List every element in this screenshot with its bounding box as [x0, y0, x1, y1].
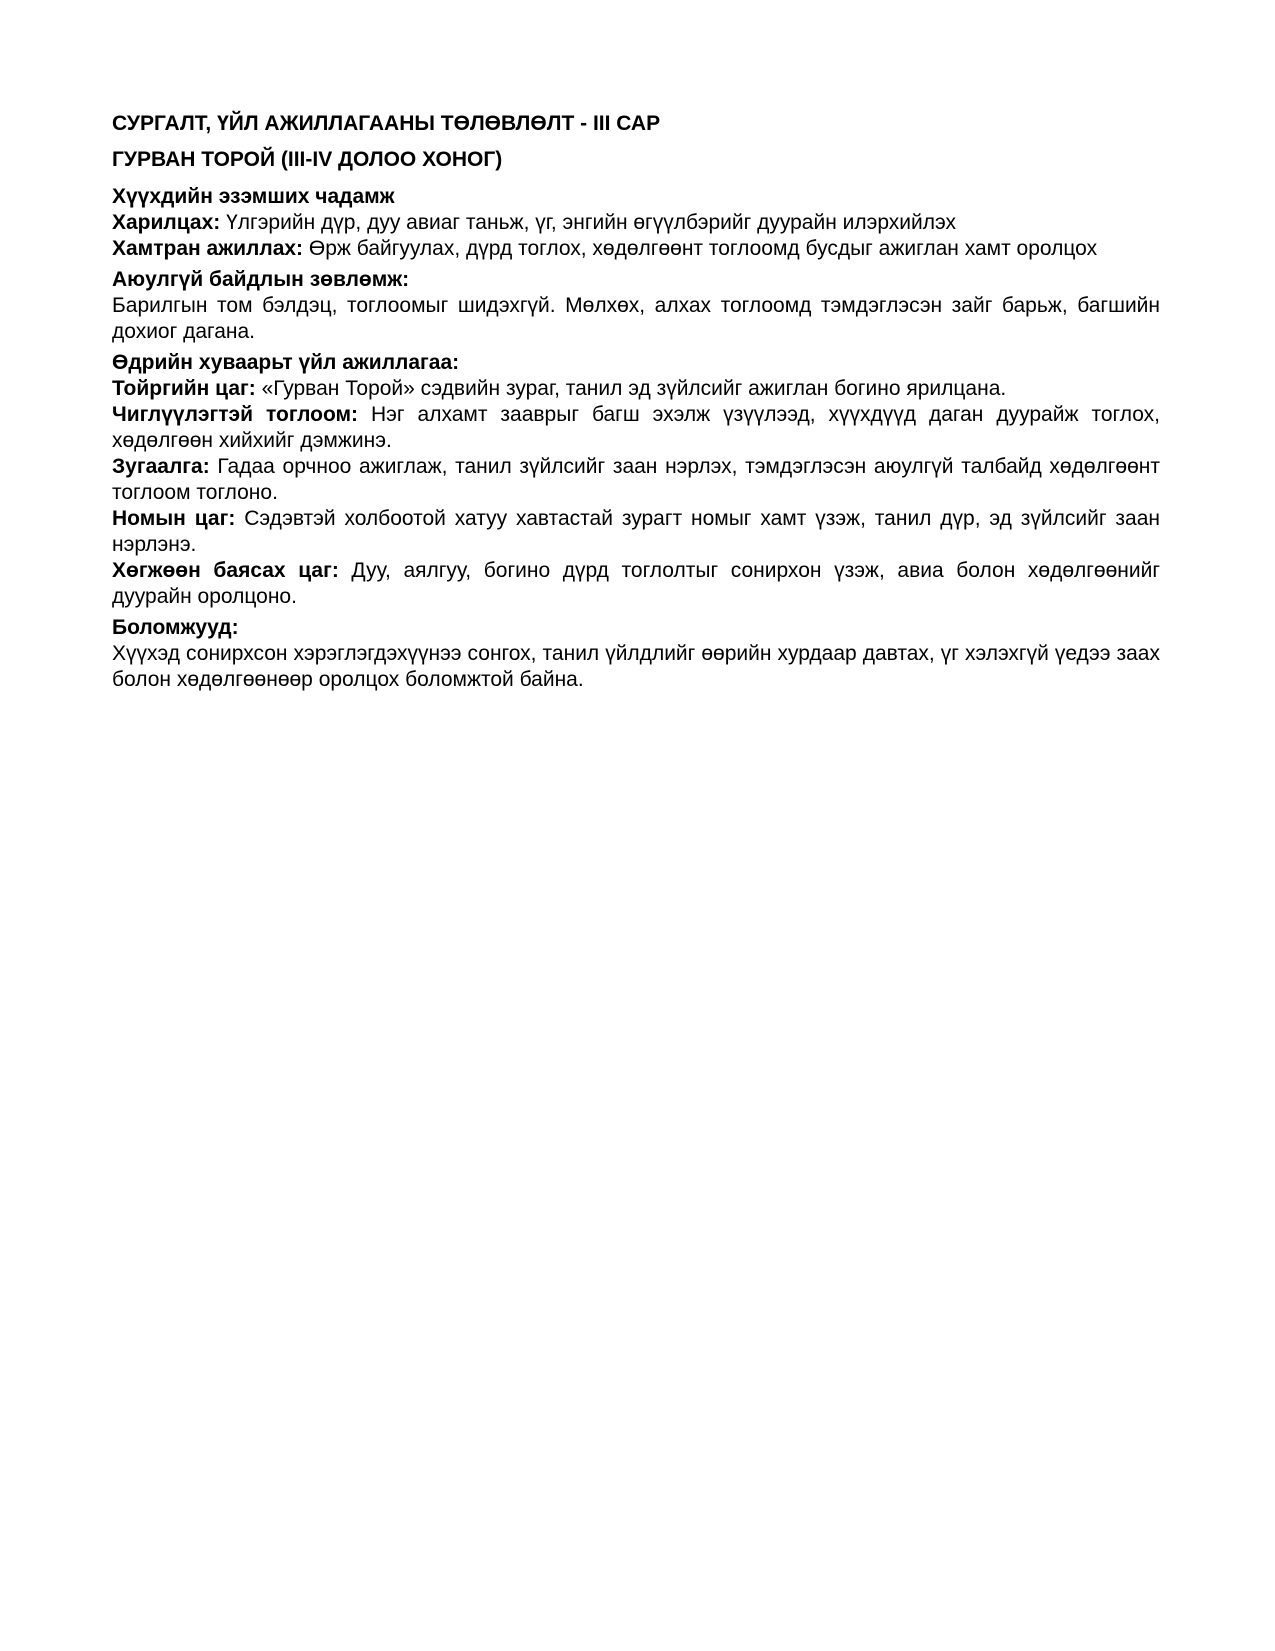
- competency-label: Харилцах:: [112, 211, 221, 234]
- schedule-item-entertainment: [112, 558, 1160, 610]
- competency-text: Үлгэрийн дүр, дуу авиаг таньж, үг, энгийн өгүүлбэрийг дуурайн илэрхийлэх: [220, 211, 956, 234]
- schedule-heading: Өдрийн хуваарьт үйл ажиллагаа:: [112, 351, 460, 374]
- competency-cooperation: [112, 236, 1160, 262]
- competency-label: Хамтран ажиллах:: [112, 237, 304, 260]
- document-subtitle: ГУРВАН ТОРОЙ (III-IV ДОЛОО ХОНОГ): [112, 148, 503, 171]
- safety-heading: Аюулгүй байдлын зөвлөмж:: [112, 268, 410, 291]
- schedule-label: Чиглүүлэгтэй тоглоом:: [112, 403, 359, 426]
- schedule-item-outdoor-walk: [112, 454, 1160, 506]
- schedule-label: Номын цаг:: [112, 507, 236, 530]
- opportunities-heading: Боломжууд:: [112, 616, 239, 639]
- schedule-text: Нэг алхамт зааврыг багш эхэлж үзүүлээд, хүүхдүүд даган дуурайж тоглох, хөдөлгөөн хийхийг дэмжинэ.: [112, 403, 1160, 452]
- document-page: [112, 106, 1160, 693]
- competency-communication: [112, 210, 1160, 236]
- schedule-text: Сэдэвтэй холбоотой хатуу хавтастай зурагт номыг хамт үзэж, танил дүр, эд зүйлсийг заан нэрлэнэ.: [112, 507, 1160, 556]
- schedule-label: Хөгжөөн баясах цаг:: [112, 559, 339, 582]
- competencies-heading: Хүүхдийн эзэмших чадамж: [112, 185, 395, 208]
- schedule-label: Тойргийн цаг:: [112, 377, 256, 400]
- competency-text: Өрж байгуулах, дүрд тоглох, хөдөлгөөнт тоглоомд бусдыг ажиглан хамт оролцох: [303, 237, 1098, 260]
- schedule-item-circle-time: [112, 376, 1160, 402]
- schedule-text: Гадаа орчноо ажиглаж, танил зүйлсийг заан нэрлэх, тэмдэглэсэн аюулгүй талбайд хөдөлгөөнт тоглоом тоглоно.: [112, 455, 1160, 504]
- schedule-item-guided-play: [112, 402, 1160, 454]
- schedule-label: Зугаалга:: [112, 455, 210, 478]
- document-title: СУРГАЛТ, ҮЙЛ АЖИЛЛАГААНЫ ТӨЛӨВЛӨЛТ - III САР: [112, 112, 661, 135]
- schedule-text: Дуу, аялгуу, богино дүрд тоглолтыг сонирхон үзэж, авиа болон хөдөлгөөнийг дуурайн оролцоно.: [112, 559, 1160, 608]
- schedule-text: «Гурван Торой» сэдвийн зураг, танил эд зүйлсийг ажиглан богино ярилцана.: [255, 377, 1007, 400]
- safety-text: Барилгын том бэлдэц, тоглоомыг шидэхгүй. Мөлхөх, алхах тоглоомд тэмдэглэсэн зайг барьж, багшийн дохиог дагана.: [112, 294, 1160, 343]
- schedule-item-book-time: [112, 506, 1160, 558]
- opportunities-text: Хүүхэд сонирхсон хэрэглэгдэхүүнээ сонгох, танил үйлдлийг өөрийн хурдаар давтах, үг хэлэхгүй үедээ заах болон хөдөлгөөнөөр оролцох боломжтой байна.: [112, 642, 1160, 691]
